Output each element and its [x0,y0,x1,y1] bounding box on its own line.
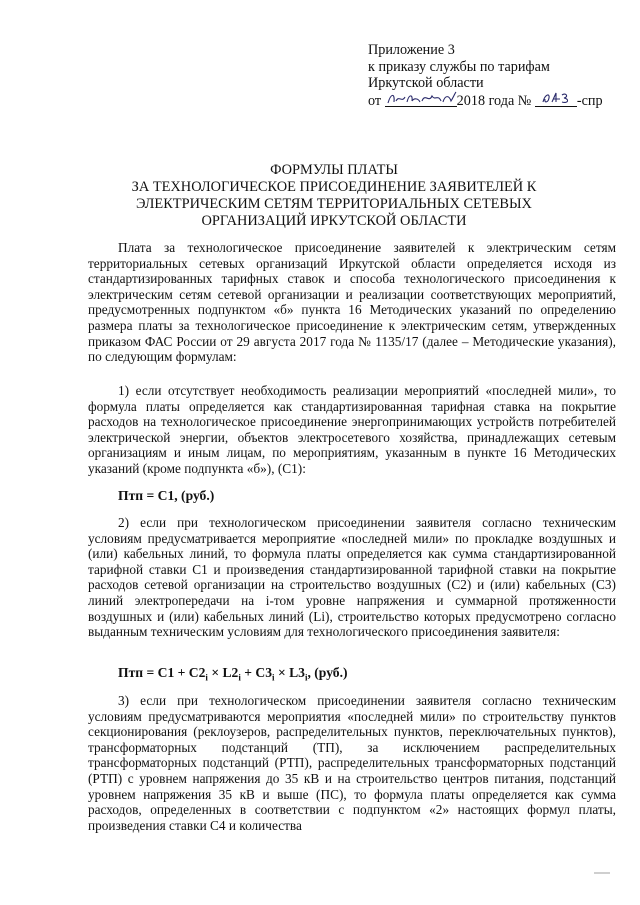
appendix-region: Иркутской области [368,75,484,91]
item-2-paragraph [88,515,616,640]
appendix-header [368,42,618,109]
title-line-3: ЭЛЕКТРИЧЕСКИМ СЕТЯМ ТЕРРИТОРИАЛЬНЫХ СЕТЕВЫХ [136,196,532,212]
formula-2-sub-1: i [205,672,208,683]
formula-2-sub-2: i [238,672,241,683]
formula-2-part-c: + С3 [240,665,273,680]
handwritten-date-icon [385,89,457,107]
document-title [100,162,568,230]
date-prefix: от [368,92,382,109]
item-3-text: 3) если при технологическом присоединении заявителя согласно техническим условиям предусматриваются мероприятия «последней мили» по строительству пунктов секционирования (реклоузеров, распределительных пунктов, переключательных пунктов), трансформаторных подстанций (ТП), за исключением распределительных трансформаторных подстанций (РТП), распределительных трансформаторных подстанций (РТП) с уровнем напряжения до 35 кВ и на строительство центров питания, подстанций уровнем напряжения 35 кВ и выше (ПС), то формула платы определяется как сумма расходов, определенных в соответствии с подпунктом «2» настоящих формул платы, произведения ставки С4 и количества [88,693,616,833]
item-3-paragraph [88,693,616,833]
handwritten-number [535,92,577,107]
handwritten-number-icon [535,89,577,107]
scan-artifact [594,872,610,874]
appendix-number: Приложение 3 [368,42,455,58]
title-line-4: ОРГАНИЗАЦИЙ ИРКУТСКОЙ ОБЛАСТИ [201,213,467,229]
title-line-2: ЗА ТЕХНОЛОГИЧЕСКОЕ ПРИСОЕДИНЕНИЕ ЗАЯВИТЕЛЕЙ К [131,179,537,195]
item-1-paragraph [88,383,616,477]
intro-paragraph [88,240,616,365]
formula-2-part-b: × L2 [207,665,239,680]
title-line-1: ФОРМУЛЫ ПЛАТЫ [270,162,398,178]
formula-2 [118,665,348,683]
formula-2-sub-4: i [304,672,308,683]
formula-2-part-e: , (руб.) [307,665,348,680]
appendix-date-line [368,92,618,110]
intro-text: Плата за технологическое присоединение заявителей к электрическим сетям территориальных сетевых организаций Иркутской области определяется исходя из стандартизированных тарифных ставок и способа технологического присоединения к электрическим сетям сетевой организации и реализации соответствующих мероприятий, предусмотренных подпунктом «б» пункта 16 Методических указаний по определению размера платы за технологическое присоединение к электрическим сетям, утвержденных приказом ФАС России от 29 августа 2017 года № 1135/17 (далее – Методические указания), по следующим формулам: [88,240,616,365]
item-2-text: 2) если при технологическом присоединении заявителя согласно техническим условиям предусматривается мероприятие «последней мили» по прокладке воздушных и (или) кабельных линий, то формула платы определяется как сумма стандартизированной тарифной ставки С1 и произведения стандартизированной тарифной ставки на покрытие расходов сетевой организации на строительство воздушных (С2) и (или) кабельных (С3) линий электропередачи на i-том уровне напряжения и суммарной протяженности воздушных и (или) кабельных линий (Li), строительство которых предусмотрено согласно выданным техническим условиям для технологического присоединения заявителя: [88,515,616,640]
formula-1: Птп = С1, (руб.) [118,488,215,503]
formula-2-part-d: × L3 [274,665,305,680]
handwritten-date [385,92,457,107]
formula-2-sub-3: i [272,672,275,683]
item-1-text: 1) если отсутствует необходимость реализации мероприятий «последней мили», то формула платы определяется как стандартизированная тарифная ставка на покрытие расходов на технологическое присоединение энергопринимающих устройств потребителей электрической энергии, объектов электросетевого хозяйства, принадлежащих сетевым организациям и иным лицам, по мероприятиям, указанным в пункте 16 Методических указаний (кроме подпункта «б»), (С1): [88,383,616,476]
date-year-part: 2018 года № [456,92,532,109]
appendix-order-ref: к приказу службы по тарифам [368,58,550,75]
formula-2-part-a: Птп = С1 + С2 [118,665,206,680]
order-suffix: -спр [576,92,603,109]
